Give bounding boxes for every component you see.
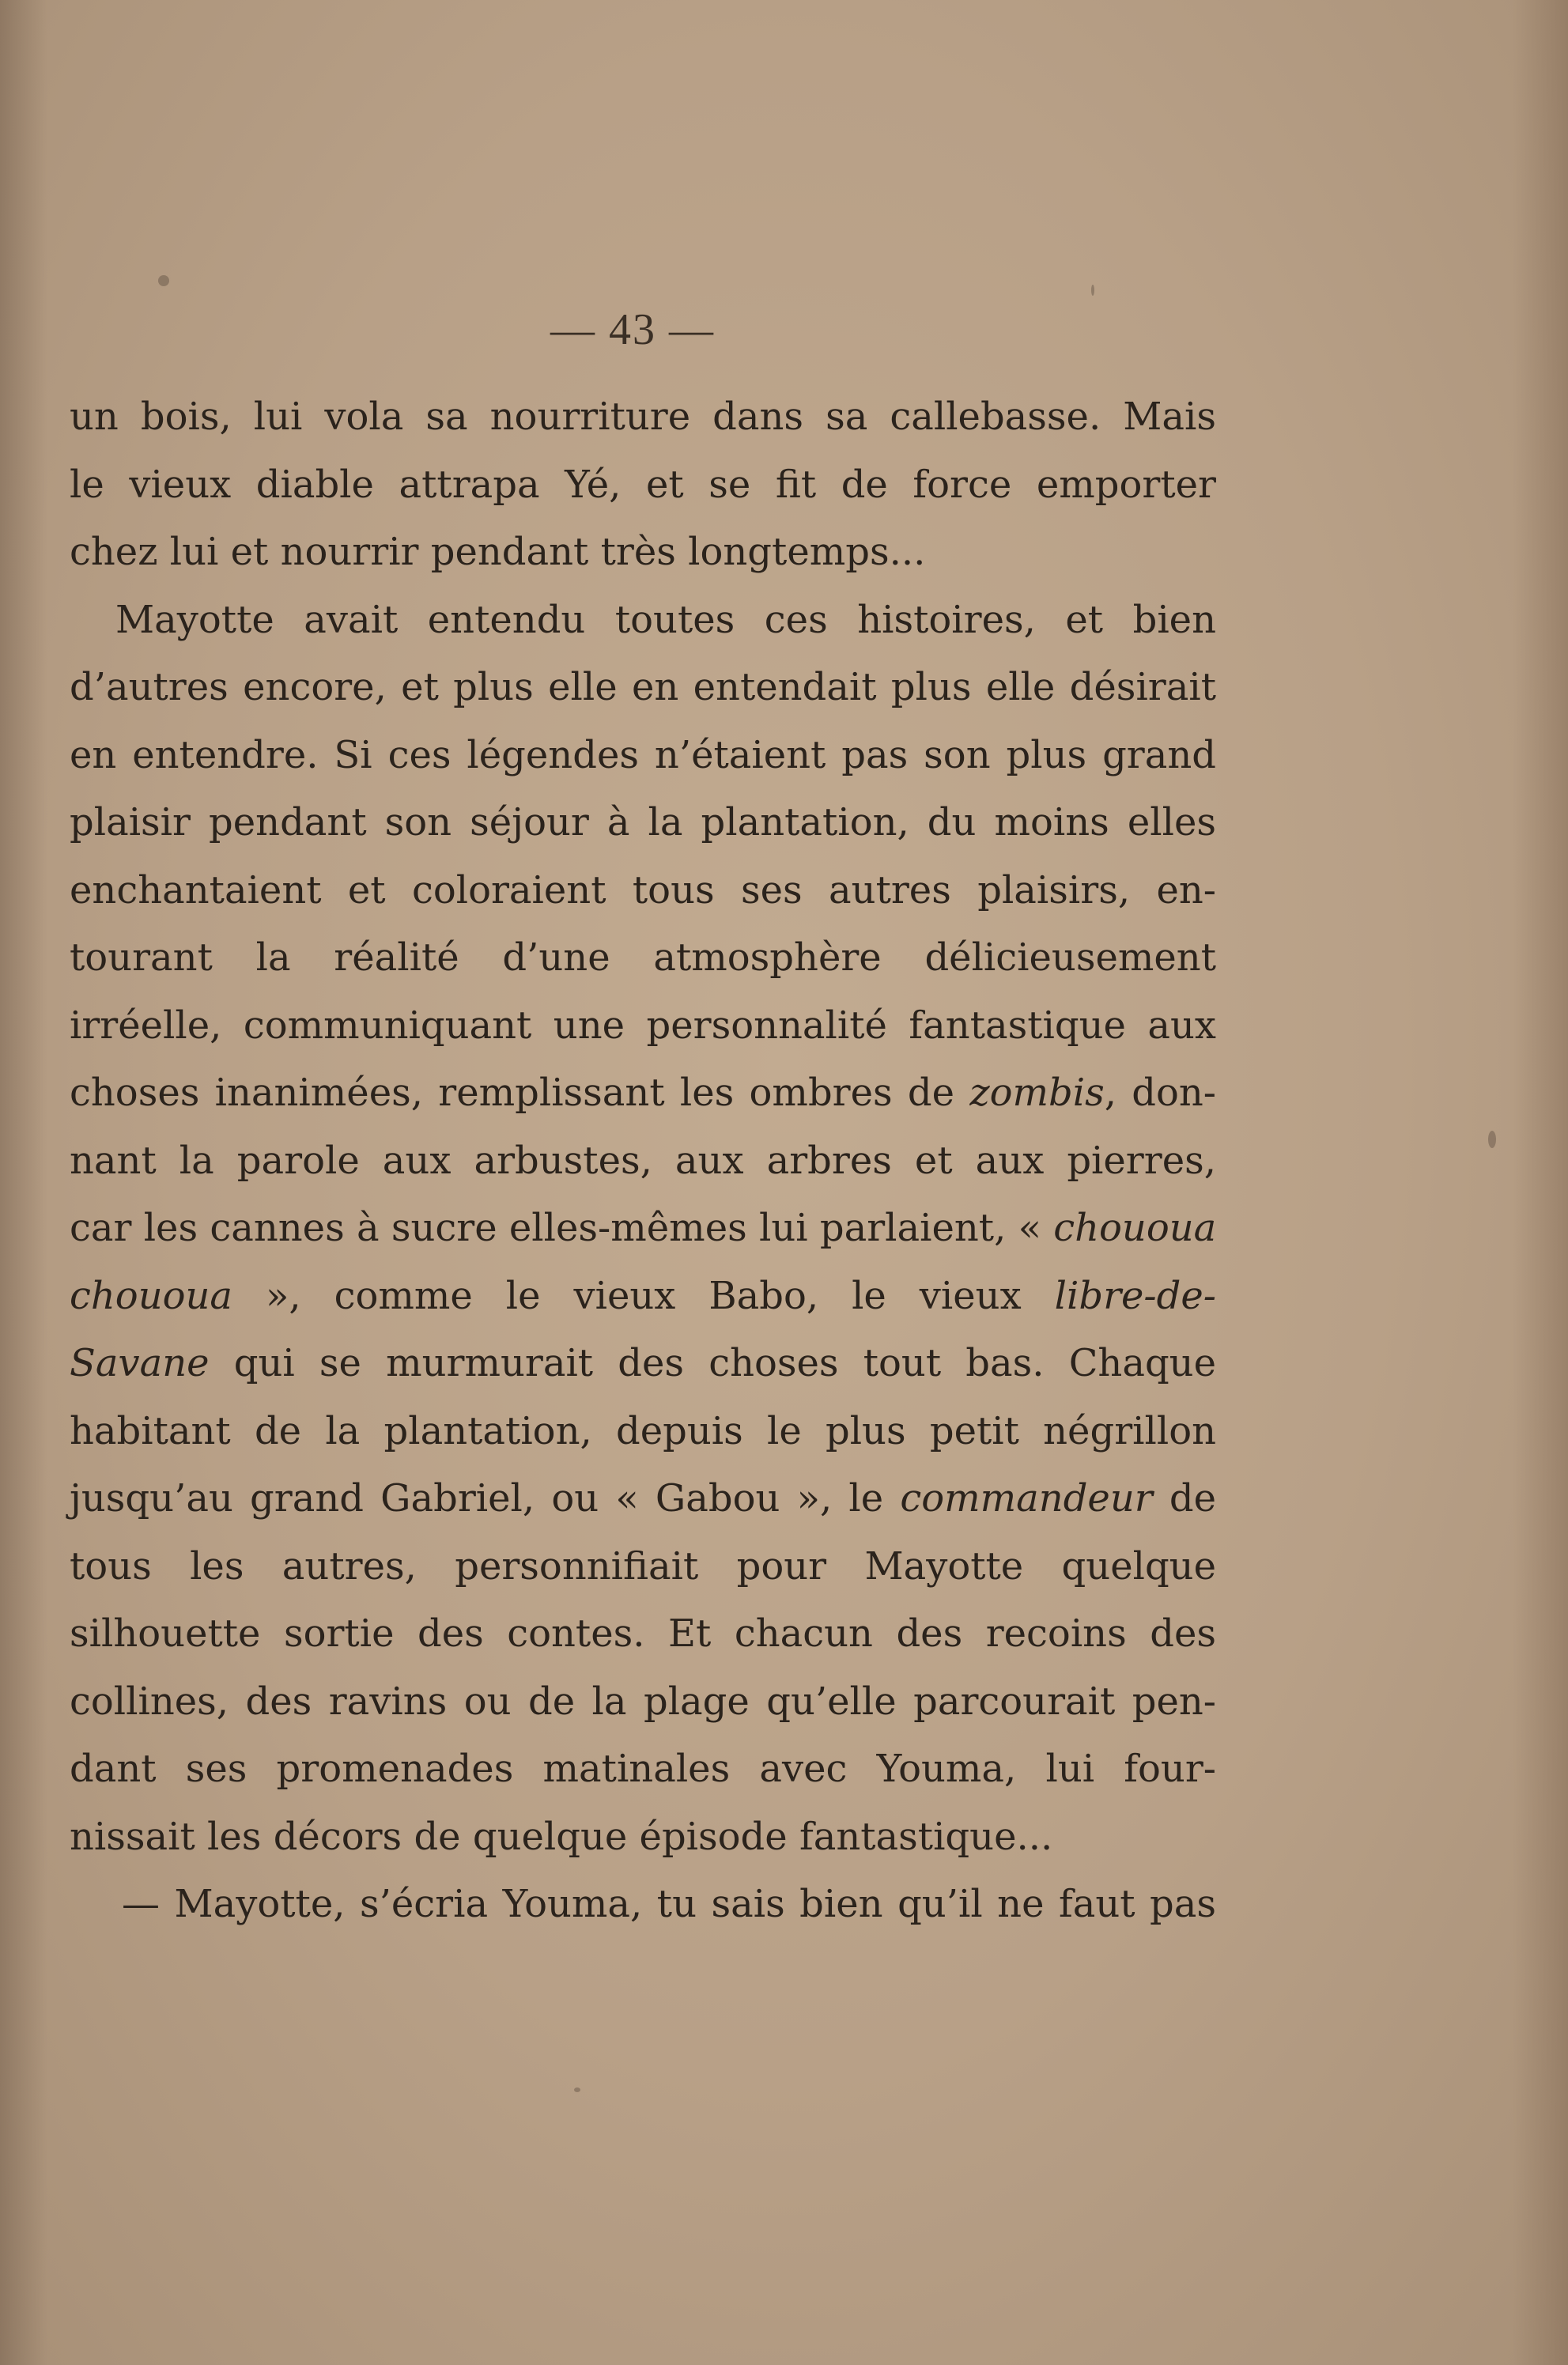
- text-segment: plaisir pendant son séjour à la plantation, du moins elles: [70, 800, 1216, 844]
- text-segment: tourant la réalité d’une atmosphère délicieusement: [70, 935, 1216, 980]
- text-segment: collines, des ravins ou de la plage qu’elle parcourait pen-: [70, 1679, 1216, 1724]
- text-line: [70, 1398, 1216, 1466]
- text-segment: enchantaient et coloraient tous ses autres plaisirs, en-: [70, 867, 1216, 912]
- text-line: [70, 1668, 1216, 1736]
- text-segment: qui se murmurait des choses tout bas. Chaque: [209, 1341, 1216, 1385]
- text-line: [70, 1533, 1216, 1601]
- text-segment: de: [1152, 1476, 1217, 1521]
- text-segment: un bois, lui vola sa nourriture dans sa callebasse. Mais: [70, 395, 1216, 439]
- text-segment: », comme le vieux Babo, le vieux: [232, 1273, 1055, 1318]
- text-line: [70, 1195, 1216, 1263]
- text-segment: dant ses promenades matinales avec Youma, lui four-: [70, 1747, 1216, 1791]
- text-line: [70, 587, 1216, 655]
- body-text: [70, 383, 1216, 1939]
- text-segment: silhouette sortie des contes. Et chacun des recoins des: [70, 1611, 1216, 1656]
- text-segment: tous les autres, personnifiait pour Mayotte quelque: [70, 1543, 1216, 1589]
- text-segment: chez lui et nourrir pendant très longtemps...: [70, 530, 926, 574]
- text-line: [70, 1330, 1216, 1398]
- text-segment: nissait les décors de quelque épisode fantastique...: [70, 1814, 1053, 1859]
- text-line: [70, 722, 1216, 790]
- text-segment: habitant de la plantation, depuis le plus petit négrillon: [70, 1408, 1216, 1453]
- paper-speck: [574, 2087, 580, 2092]
- italic-text: chououa: [70, 1273, 233, 1318]
- text-line: [70, 1736, 1216, 1804]
- text-segment: en entendre. Si ces légendes n’étaient pas son plus grand: [70, 732, 1216, 777]
- italic-text: zombis: [969, 1071, 1105, 1115]
- text-line: [70, 1263, 1216, 1331]
- paper-speck: [1091, 285, 1094, 296]
- italic-text: commandeur: [900, 1476, 1153, 1521]
- text-line: [70, 789, 1216, 857]
- text-segment: car les cannes à sucre elles-mêmes lui parlaient, «: [70, 1206, 1054, 1250]
- page-number: — 43 —: [550, 305, 715, 354]
- italic-text: Savane: [70, 1341, 210, 1385]
- text-line: [70, 924, 1216, 992]
- text-segment: d’autres encore, et plus elle en entendait plus elle désirait: [70, 665, 1216, 709]
- text-segment: le vieux diable attrapa Yé, et se fit de force emporter: [70, 462, 1216, 507]
- text-line: [70, 1804, 1216, 1872]
- text-segment: nant la parole aux arbustes, aux arbres et aux pierres,: [70, 1138, 1216, 1183]
- text-line: [70, 383, 1216, 451]
- page-edge-shadow-right: [1513, 0, 1568, 2365]
- paper-speck: [1488, 1131, 1496, 1148]
- paper-speck: [158, 275, 169, 286]
- italic-text: libre-de-: [1054, 1273, 1216, 1318]
- text-line: [70, 1465, 1216, 1533]
- text-segment: jusqu’au grand Gabriel, ou « Gabou », le: [70, 1476, 901, 1521]
- text-line: [70, 857, 1216, 925]
- text-line: [70, 1871, 1216, 1939]
- text-segment: , don-: [1104, 1071, 1217, 1115]
- italic-text: chououa: [1053, 1206, 1217, 1250]
- text-segment: choses inanimées, remplissant les ombres de: [70, 1071, 970, 1115]
- text-segment: — Mayotte, s’écria Youma, tu sais bien qu’il ne faut pas: [122, 1882, 1216, 1926]
- text-line: [70, 1128, 1216, 1196]
- text-segment: Mayotte avait entendu toutes ces histoires, et bien: [115, 597, 1216, 642]
- text-line: [70, 519, 1216, 587]
- text-line: [70, 654, 1216, 722]
- text-line: [70, 451, 1216, 519]
- text-segment: irréelle, communiquant une personnalité fantastique aux: [70, 1003, 1216, 1048]
- text-line: [70, 992, 1216, 1060]
- text-line: [70, 1060, 1216, 1128]
- text-line: [70, 1600, 1216, 1668]
